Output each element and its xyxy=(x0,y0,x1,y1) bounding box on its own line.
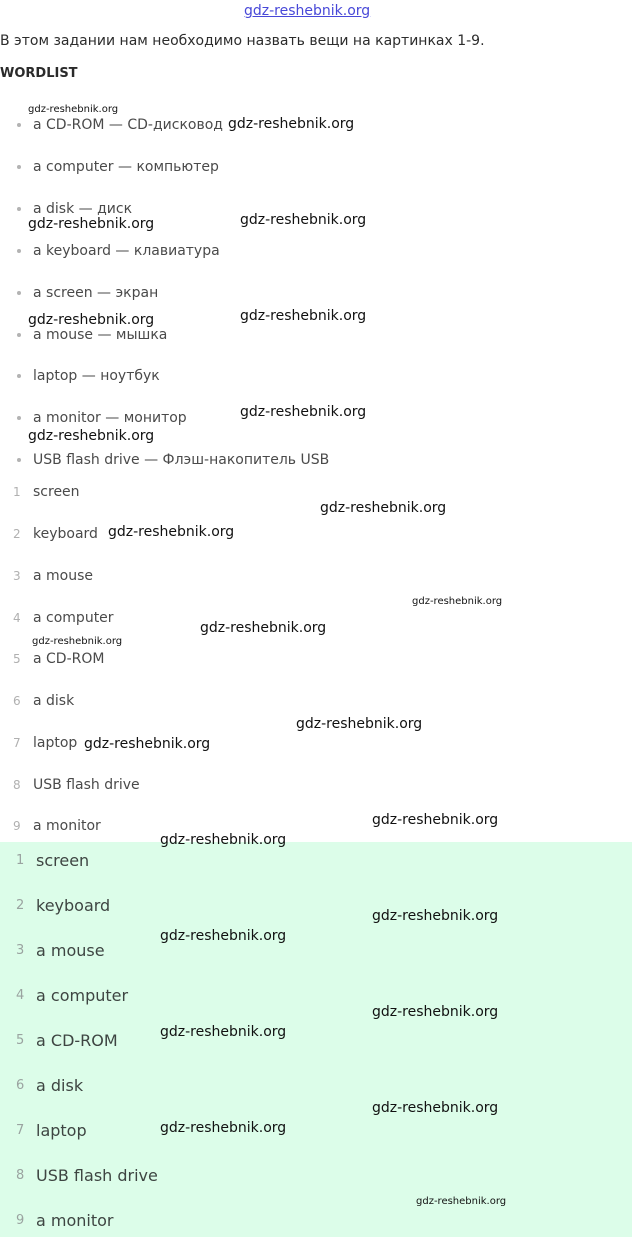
answer-text: USB flash drive xyxy=(33,777,140,793)
highlighted-answer-number: 1 xyxy=(16,852,25,868)
wordlist-item-text: a CD-ROM — CD-дисковод xyxy=(33,117,223,133)
bullet-dot-icon xyxy=(17,291,21,295)
watermark: gdz-reshebnik.org xyxy=(28,104,119,115)
wordlist-item xyxy=(14,241,220,261)
wordlist-item xyxy=(14,157,219,177)
bullet-dot-icon xyxy=(17,207,21,211)
watermark: gdz-reshebnik.org xyxy=(372,812,499,828)
highlighted-answer-item xyxy=(16,1074,83,1096)
wordlist-item-text: a disk — диск xyxy=(33,201,133,217)
wordlist-item-text: a keyboard — клавиатура xyxy=(33,243,220,259)
bullet-dot-icon xyxy=(17,416,21,420)
highlighted-answer-text: a mouse xyxy=(36,940,105,960)
highlighted-answer-number: 7 xyxy=(16,1122,25,1138)
bullet-dot-icon xyxy=(17,333,21,337)
answer-text: screen xyxy=(33,484,80,500)
highlighted-answer-text: keyboard xyxy=(36,895,111,915)
answer-text: laptop xyxy=(33,735,78,751)
highlighted-answer-item xyxy=(16,984,128,1006)
watermark: gdz-reshebnik.org xyxy=(228,116,355,132)
answer-number: 4 xyxy=(13,611,21,625)
answer-item xyxy=(13,775,140,795)
watermark: gdz-reshebnik.org xyxy=(160,832,287,848)
watermark: gdz-reshebnik.org xyxy=(412,596,503,607)
highlighted-answer-item xyxy=(16,1164,158,1186)
answer-item xyxy=(13,691,74,711)
highlighted-answer-item xyxy=(16,849,89,871)
bullet-dot-icon xyxy=(17,249,21,253)
answer-item xyxy=(13,816,101,836)
answer-item xyxy=(13,482,80,502)
watermark: gdz-reshebnik.org xyxy=(240,404,367,420)
watermark: gdz-reshebnik.org xyxy=(32,636,123,647)
highlighted-answer-item xyxy=(16,894,110,916)
watermark: gdz-reshebnik.org xyxy=(320,500,447,516)
highlighted-answer-text: a computer xyxy=(36,985,129,1005)
highlighted-answer-number: 2 xyxy=(16,897,25,913)
bullet-dot-icon xyxy=(17,458,21,462)
answer-number: 2 xyxy=(13,527,21,541)
watermark: gdz-reshebnik.org xyxy=(372,1100,499,1116)
watermark: gdz-reshebnik.org xyxy=(200,620,327,636)
answer-number: 7 xyxy=(13,736,21,750)
site-link[interactable]: gdz-reshebnik.org xyxy=(244,3,371,19)
highlighted-answer-text: a monitor xyxy=(36,1210,114,1230)
wordlist-item xyxy=(14,366,160,386)
highlighted-answer-text: a disk xyxy=(36,1075,84,1095)
watermark: gdz-reshebnik.org xyxy=(28,428,155,444)
highlighted-answer-number: 3 xyxy=(16,942,25,958)
wordlist-item xyxy=(14,325,167,345)
answer-number: 5 xyxy=(13,652,21,666)
answer-text: a disk xyxy=(33,693,75,709)
highlighted-answer-number: 4 xyxy=(16,987,25,1003)
answer-item xyxy=(13,566,93,586)
answer-text: keyboard xyxy=(33,526,98,542)
answer-text: a CD-ROM xyxy=(33,651,105,667)
intro-text: В этом задании нам необходимо назвать вещи на картинках 1-9. xyxy=(0,33,485,49)
answer-item xyxy=(13,524,98,544)
watermark: gdz-reshebnik.org xyxy=(416,1196,507,1207)
bullet-dot-icon xyxy=(17,165,21,169)
answer-number: 3 xyxy=(13,569,21,583)
highlighted-answer-item xyxy=(16,939,105,961)
watermark: gdz-reshebnik.org xyxy=(372,1004,499,1020)
wordlist-item xyxy=(14,115,223,135)
wordlist-item xyxy=(14,450,329,470)
highlighted-answer-item xyxy=(16,1119,87,1141)
answer-number: 8 xyxy=(13,778,21,792)
highlighted-answer-number: 8 xyxy=(16,1167,25,1183)
wordlist-heading: WORDLIST xyxy=(0,66,78,81)
watermark: gdz-reshebnik.org xyxy=(28,312,155,328)
wordlist-item-text: a screen — экран xyxy=(33,285,159,301)
wordlist-item-text: a monitor — монитор xyxy=(33,410,187,426)
wordlist-item-text: a computer — компьютер xyxy=(33,159,219,175)
watermark: gdz-reshebnik.org xyxy=(160,1120,287,1136)
wordlist-item-text: laptop — ноутбук xyxy=(33,368,160,384)
watermark: gdz-reshebnik.org xyxy=(296,716,423,732)
answer-item xyxy=(13,608,114,628)
bullet-dot-icon xyxy=(17,123,21,127)
watermark: gdz-reshebnik.org xyxy=(84,736,211,752)
answer-number: 6 xyxy=(13,694,21,708)
bullet-dot-icon xyxy=(17,374,21,378)
highlighted-answer-number: 6 xyxy=(16,1077,25,1093)
watermark: gdz-reshebnik.org xyxy=(372,908,499,924)
watermark: gdz-reshebnik.org xyxy=(108,524,235,540)
highlighted-answer-item xyxy=(16,1029,118,1051)
answer-item xyxy=(13,649,104,669)
wordlist-item xyxy=(14,283,158,303)
highlighted-answer-text: screen xyxy=(36,850,90,870)
watermark: gdz-reshebnik.org xyxy=(160,1024,287,1040)
highlighted-answer-text: USB flash drive xyxy=(36,1165,158,1185)
wordlist-item-text: a mouse — мышка xyxy=(33,327,168,343)
answer-item xyxy=(13,733,77,753)
highlighted-answer-number: 9 xyxy=(16,1212,25,1228)
highlighted-answer-text: laptop xyxy=(36,1120,87,1140)
wordlist-item-text: USB flash drive — Флэш-накопитель USB xyxy=(33,452,330,468)
wordlist-item xyxy=(14,408,187,428)
watermark: gdz-reshebnik.org xyxy=(160,928,287,944)
highlighted-answer-number: 5 xyxy=(16,1032,25,1048)
watermark: gdz-reshebnik.org xyxy=(240,212,367,228)
answer-text: a computer xyxy=(33,610,114,626)
highlighted-answer-text: a CD-ROM xyxy=(36,1030,118,1050)
watermark: gdz-reshebnik.org xyxy=(240,308,367,324)
answer-number: 1 xyxy=(13,485,21,499)
answer-number: 9 xyxy=(13,819,21,833)
highlighted-answer-item xyxy=(16,1209,114,1231)
watermark: gdz-reshebnik.org xyxy=(28,216,155,232)
answer-text: a monitor xyxy=(33,818,101,834)
answer-text: a mouse xyxy=(33,568,94,584)
